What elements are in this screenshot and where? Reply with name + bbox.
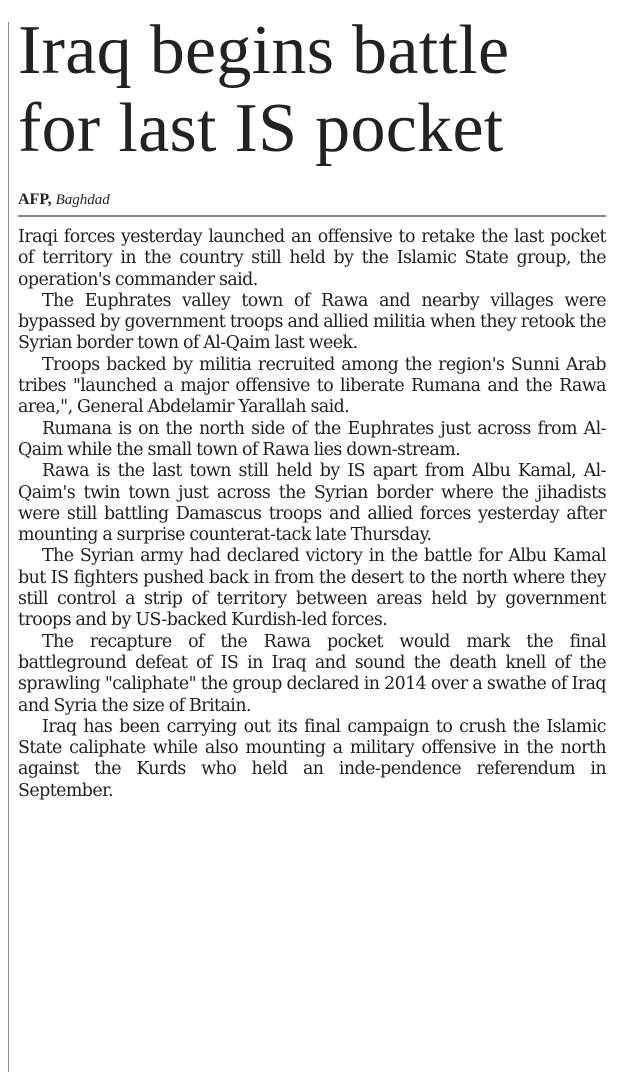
paragraph: Iraq has been carrying out its final campaign to crush the Islamic State caliphate while also mounting a military offensive in the north against the Kurds who held an inde-pendence referendum in September.	[18, 716, 606, 801]
byline-location: Baghdad	[55, 192, 110, 208]
paragraph: Troops backed by militia recruited among the region's Sunni Arab tribes "launched a major offensive to liberate Rumana and the Rawa area,", General Abdelamir Yarallah said.	[18, 354, 606, 418]
byline-agency: AFP,	[18, 191, 52, 208]
byline-divider	[18, 215, 606, 217]
headline: Iraq begins battle for last IS pocket	[18, 12, 510, 167]
paragraph: The Euphrates valley town of Rawa and nearby villages were bypassed by government troops and allied militia when they retook the Syrian border town of Al-Qaim last week.	[18, 290, 606, 354]
paragraph: The Syrian army had declared victory in the battle for Albu Kamal but IS fighters pushed back in from the desert to the north where they still control a strip of territory between areas held by government troops and by US-backed Kurdish-led forces.	[18, 546, 606, 631]
paragraph: Iraqi forces yesterday launched an offensive to retake the last pocket of territory in the country still held by the Islamic State group, the operation's commander said.	[18, 227, 606, 290]
article-body	[18, 227, 606, 802]
paragraph: The recapture of the Rawa pocket would mark the final battleground defeat of IS in Iraq and sound the death knell of the sprawling "caliphate" the group declared in 2014 over a swathe of Iraq and Syria the size of Britain.	[18, 631, 606, 716]
byline	[18, 190, 606, 210]
paragraph: Rumana is on the north side of the Euphrates just across from Al-Qaim while the small town of Rawa lies down-stream.	[18, 418, 606, 460]
paragraph: Rawa is the last town still held by IS apart from Albu Kamal, Al-Qaim's twin town just across the Syrian border where the jihadists were still battling Damascus troops and allied forces yesterday after mounting a surprise counterat-tack late Thursday.	[18, 461, 606, 546]
news-article	[18, 12, 606, 802]
column-rule	[8, 22, 9, 1072]
